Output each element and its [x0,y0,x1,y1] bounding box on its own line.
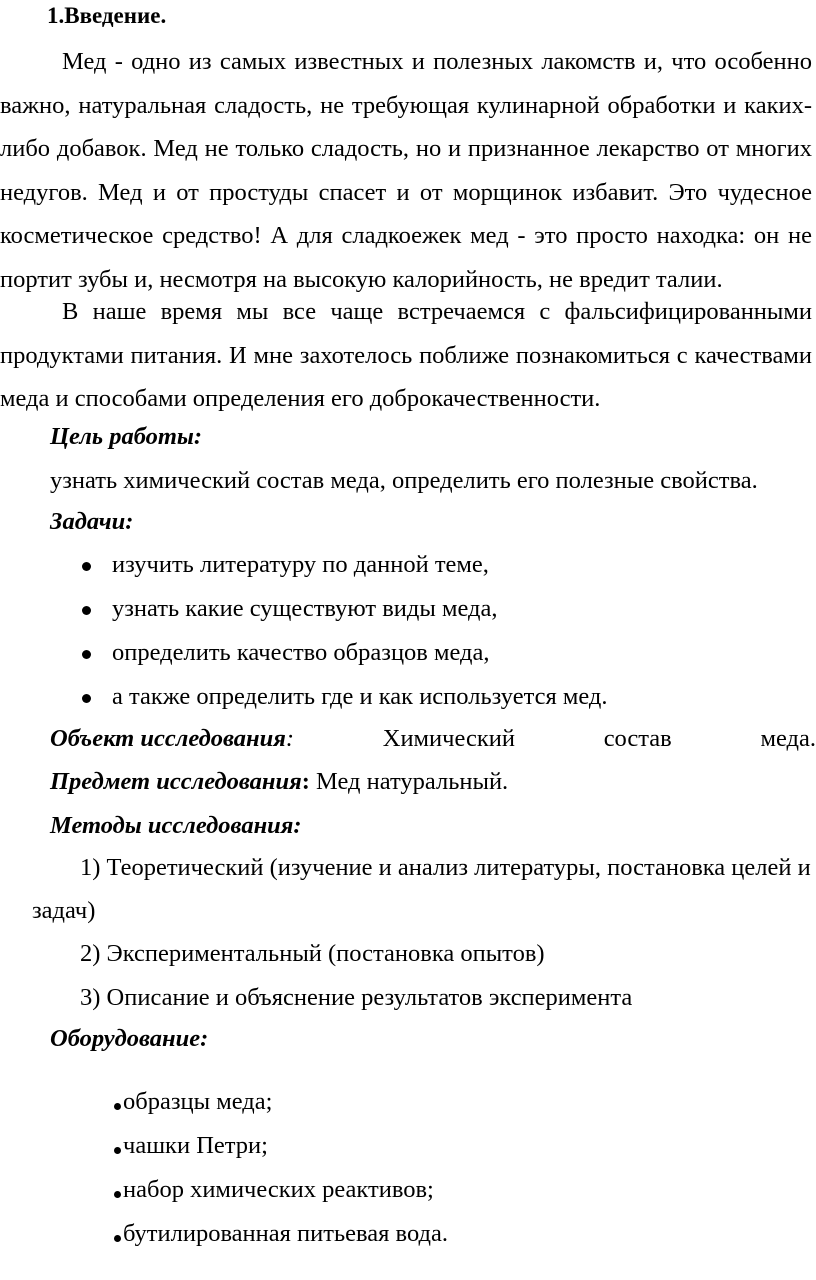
list-item: набор химических реактивов; [0,1168,448,1212]
bullet-icon [82,606,91,615]
bullet-icon [114,1235,121,1242]
research-subject-line: Предмет исследования: Мед натуральный. [50,768,509,795]
list-item: бутилированная питьевая вода. [0,1212,448,1256]
subject-label: Предмет исследования [50,768,302,795]
list-item: изучить литературу по данной теме, [0,543,608,587]
intro-paragraph-1-text: Мед - одно из самых известных и полезных лакомств и, что особенно важно, натуральная сладость, не требующая кулинарной обработки и каких-либо добавок. Мед не только сладость, но и признанное лекарство от многих недугов. Мед и от простуды спасет и от морщинок избавит. Это чудесное косметическое средство! А для сладкоежек мед - это просто находка: он не портит зубы и, несмотря на высокую калорийность, не вредит талии. [0,48,812,293]
method-2: 2) Экспериментальный (постановка опытов) [80,940,545,967]
bullet-icon [82,694,91,703]
object-label: Объект исследования: [50,725,295,752]
method-1: 1) Теоретический (изучение и анализ литературы, постановка целей и [80,854,811,881]
goal-text: узнать химический состав меда, определить его полезные свойства. [50,467,758,494]
equipment-label: Оборудование: [50,1025,209,1052]
methods-label: Методы исследования: [50,812,302,839]
goal-label: Цель работы: [50,423,203,450]
equipment-list [0,1080,448,1256]
object-word-2: состав [603,725,672,752]
intro-paragraph-1 [0,40,812,301]
bullet-icon [114,1103,121,1110]
bullet-icon [114,1191,121,1198]
list-item: узнать какие существуют виды меда, [0,587,608,631]
list-item: определить качество образцов меда, [0,631,608,675]
intro-paragraph-2-text: В наше время мы все чаще встречаемся с фальсифицированными продуктами питания. И мне захотелось поближе познакомиться с качествами меда и способами определения его доброкачественности. [0,298,812,412]
section-heading: 1.Введение. [47,3,167,28]
method-1-continuation: задач) [32,897,96,924]
bullet-icon [82,650,91,659]
subject-text: Мед натуральный. [309,768,509,795]
research-object-line [50,717,816,761]
bullet-icon [82,562,91,571]
object-word-1: Химический [382,725,515,752]
method-3: 3) Описание и объяснение результатов эксперимента [80,984,633,1011]
tasks-list [0,543,608,719]
list-item: чашки Петри; [0,1124,448,1168]
bullet-icon [114,1147,121,1154]
list-item: образцы меда; [0,1080,448,1124]
object-word-3: меда. [760,725,816,752]
intro-paragraph-2 [0,290,812,421]
tasks-label: Задачи: [50,508,134,535]
list-item: а также определить где и как используется мед. [0,675,608,719]
